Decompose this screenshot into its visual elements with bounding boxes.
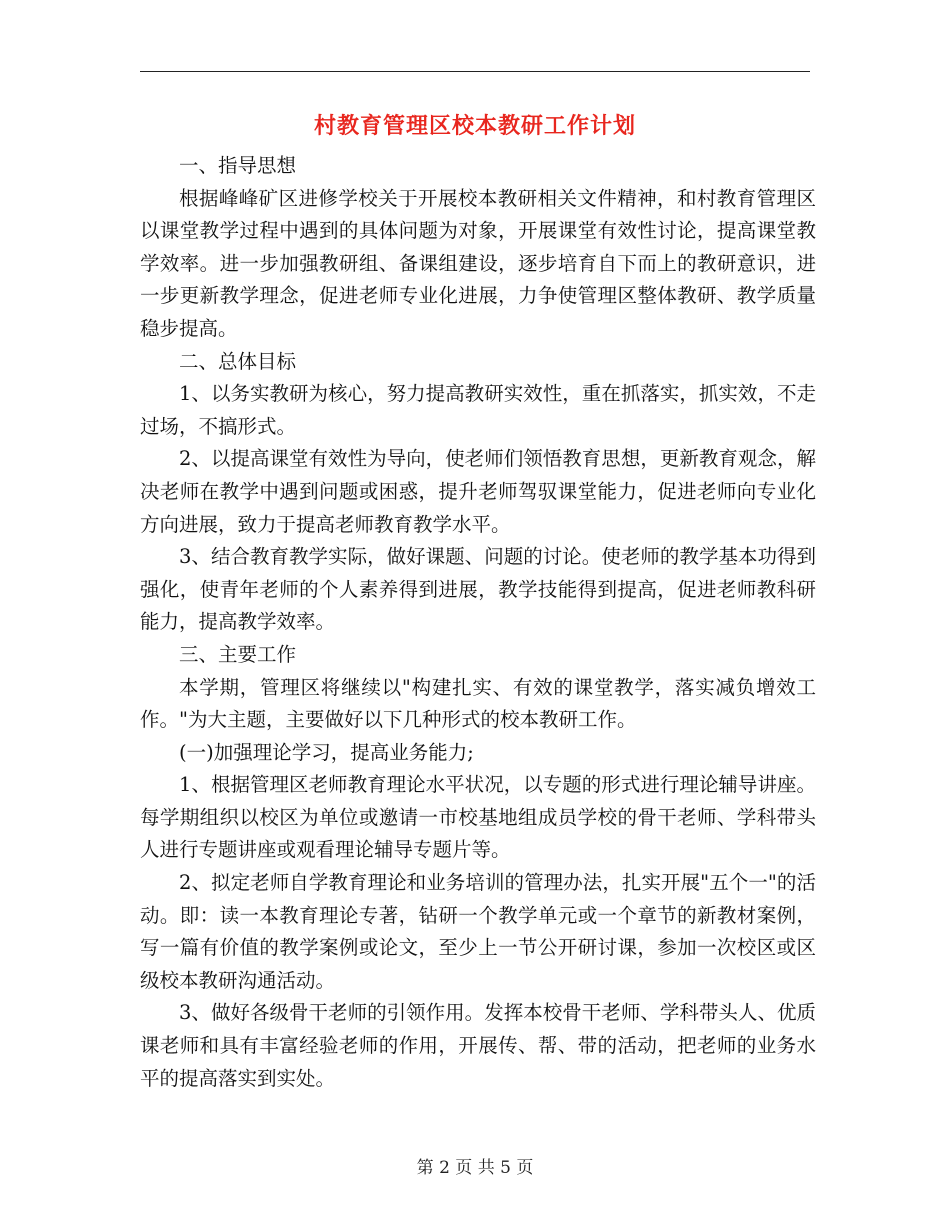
paragraph: 本学期，管理区将继续以"构建扎实、有效的课堂教学，落实减负增效工作。"为大主题，主要做好以下几种形式的校本教研工作。: [140, 675, 816, 732]
paragraph: 根据峰峰矿区进修学校关于开展校本教研相关文件精神，和村教育管理区以课堂教学过程中遇到的具体问题为对象，开展课堂有效性讨论，提高课堂教学效率。进一步加强教研组、备课组建设，逐步培育自下而上的教研意识，进一步更新教学理念，促进老师专业化进展，力争使管理区整体教研、教学质量稳步提高。: [140, 186, 816, 340]
heading-overall-goals: 二、总体目标: [179, 349, 297, 373]
paragraph: 2、以提高课堂有效性为导向，使老师们领悟教育思想，更新教育观念，解决老师在教学中遇到问题或困惑，提升老师驾驭课堂能力，促进老师向专业化方向进展，致力于提高老师教育教学水平。: [140, 447, 816, 536]
subheading-theory-study: (一)加强理论学习，提高业务能力;: [179, 740, 474, 764]
paragraph: 3、做好各级骨干老师的引领作用。发挥本校骨干老师、学科带头人、优质课老师和具有丰富经验老师的作用，开展传、帮、带的活动，把老师的业务水平的提高落实到实处。: [140, 1001, 816, 1090]
heading-guiding-ideology: 一、指导思想: [179, 154, 297, 177]
paragraph: 1、以务实教研为核心，努力提高教研实效性，重在抓落实，抓实效，不走过场，不搞形式。: [140, 382, 816, 438]
document-body: [140, 150, 816, 1095]
paragraph: 2、拟定老师自学教育理论和业务培训的管理办法，扎实开展"五个一"的活动。即：读一本教育理论专著，钻研一个教学单元或一个章节的新教材案例，写一篇有价值的教学案例或论文，至少上一节公开研讨课，参加一次校区或区级校本教研沟通活动。: [140, 871, 816, 992]
document-title: 村教育管理区校本教研工作计划: [313, 113, 636, 139]
paragraph: 1、根据管理区老师教育理论水平状况，以专题的形式进行理论辅导讲座。每学期组织以校区为单位或邀请一市校基地组成员学校的骨干老师、学科带头人进行专题讲座或观看理论辅导专题片等。: [140, 773, 816, 862]
paragraph: 3、结合教育教学实际，做好课题、问题的讨论。使老师的教学基本功得到强化，使青年老师的个人素养得到进展，教学技能得到提高，促进老师教科研能力，提高教学效率。: [140, 545, 816, 634]
page-number-footer: 第 2 页 共 5 页: [416, 1158, 534, 1178]
heading-main-work: 三、主要工作: [179, 642, 297, 666]
header-rule: [140, 71, 810, 72]
